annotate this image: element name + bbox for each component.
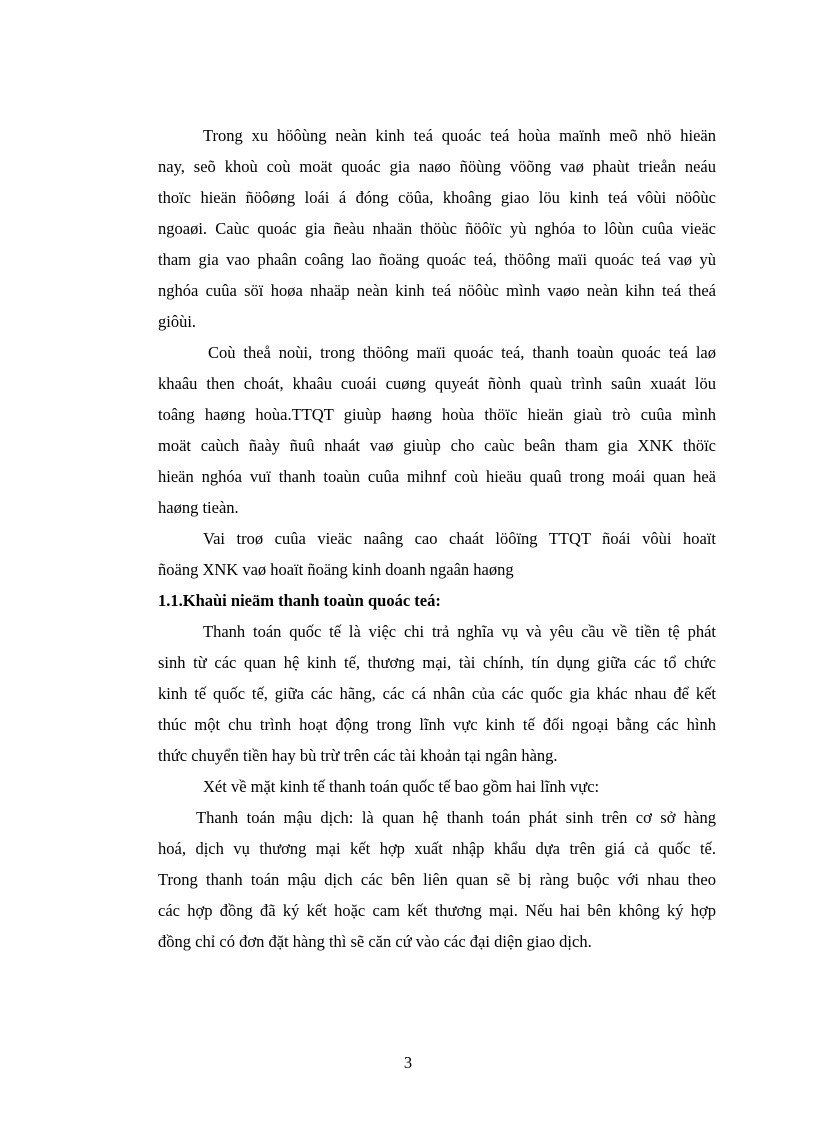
text-line: các hợp đồng đã ký kết hoặc cam kết thương mại. Nếu hai bên không ký hợp xyxy=(158,901,716,920)
text-line: Trong thanh toán mậu dịch các bên liên quan sẽ bị ràng buộc với nhau theo xyxy=(158,870,716,889)
text-line: khaâu then choát, khaâu cuoái cuøng quyeát ñònh quaù trình saûn xuaát löu xyxy=(158,374,716,393)
text-line: tham gia vao phaân coâng lao ñoäng quoác teá, thöông maïi quoác teá vaø yù xyxy=(158,250,716,269)
text-line: toâng haøng hoùa.TTQT giuùp haøng hoùa thöïc hieän giaù trò cuûa mình xyxy=(158,405,716,424)
section-heading: 1.1.Khaùi nieäm thanh toaùn quoác teá: xyxy=(158,591,441,610)
text-line: đồng chỉ có đơn đặt hàng thì sẽ căn cứ vào các đại diện giao dịch. xyxy=(158,932,592,951)
text-line: thúc một chu trình hoạt động trong lĩnh vực kinh tế đối ngoại bằng các hình xyxy=(158,715,716,734)
paragraph-quality xyxy=(158,523,716,585)
text-line: nay, seõ khoù coù moät quoác gia naøo ñöùng vöõng vaø phaùt trieån neáu xyxy=(158,157,716,176)
text-line: ngoaøi. Caùc quoác gia ñeàu nhaän thöùc ñöôïc yù nghóa to lôùn cuûa vieäc xyxy=(158,219,716,238)
paragraph-definition xyxy=(158,616,716,771)
paragraph-intro xyxy=(158,120,716,337)
paragraph-aspect xyxy=(158,771,716,802)
text-line: Coù theå noùi, trong thöông maïi quoác teá, thanh toaùn quoác teá laø xyxy=(208,343,716,362)
text-line: moät caùch ñaày ñuû nhaát vaø giuùp cho caùc beân tham gia XNK thöïc xyxy=(158,436,716,455)
text-line: kinh tế quốc tế, giữa các hãng, các cá nhân của các quốc gia khác nhau để kết xyxy=(158,684,716,703)
text-line: thoïc hieän ñöôøng loái á đóng cöûa, khoâng giao löu kinh teá vôùi nöôùc xyxy=(158,188,716,207)
text-line: nghóa cuûa söï hoøa nhaäp neàn kinh teá nöôùc mình vaøo neàn kihn teá theá xyxy=(158,281,716,300)
text-line: sinh từ các quan hệ kinh tế, thương mại, tài chính, tín dụng giữa các tổ chức xyxy=(158,653,716,672)
text-line: Vai troø cuûa vieäc naâng cao chaát löôïng TTQT ñoái vôùi hoaït xyxy=(203,529,716,548)
text-line: Thanh toán quốc tế là việc chi trả nghĩa vụ và yêu cầu về tiền tệ phát xyxy=(203,622,716,641)
text-line: ñoäng XNK vaø hoaït ñoäng kinh doanh ngaân haøng xyxy=(158,560,514,579)
page-number: 3 xyxy=(403,1053,413,1072)
text-line: Trong xu höôùng neàn kinh teá quoác teá hoùa maïnh meõ nhö hieän xyxy=(203,126,716,145)
text-line: thức chuyển tiền hay bù trừ trên các tài khoản tại ngân hàng. xyxy=(158,746,558,765)
text-line: hoá, dịch vụ thương mại kết hợp xuất nhập khẩu dựa trên giá cả quốc tế. xyxy=(158,839,716,858)
text-line: haøng tieàn. xyxy=(158,498,239,517)
text-line: Xét về mặt kinh tế thanh toán quốc tế bao gồm hai lĩnh vực: xyxy=(203,777,600,796)
paragraph-trade-payment xyxy=(158,802,716,957)
text-line: Thanh toán mậu dịch: là quan hệ thanh toán phát sinh trên cơ sở hàng xyxy=(196,808,716,827)
text-line: giôùi. xyxy=(158,312,197,331)
text-line: hieän nghóa vuï thanh toaùn cuûa mihnf coù hieäu quaû trong moái quan heä xyxy=(158,467,716,486)
paragraph-payment-role xyxy=(158,337,716,523)
body-text xyxy=(158,120,716,957)
